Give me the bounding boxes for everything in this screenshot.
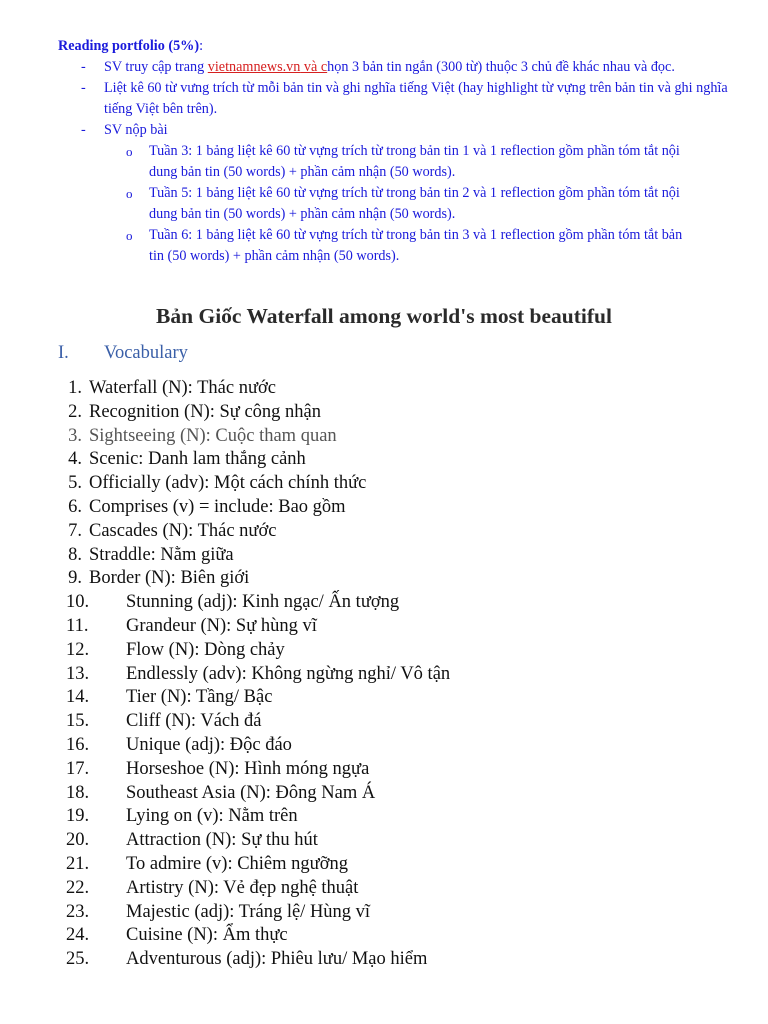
circle-bullet: o bbox=[126, 186, 133, 201]
vocab-entry: Border (N): Biên giới bbox=[89, 568, 250, 589]
vocab-item bbox=[0, 901, 768, 925]
vocab-number: 4. bbox=[68, 449, 82, 470]
vocab-item bbox=[0, 805, 768, 829]
vocab-entry: Cuisine (N): Ẩm thực bbox=[126, 925, 288, 946]
vocab-entry: Waterfall (N): Thác nước bbox=[89, 378, 276, 398]
portfolio-item-text: SV nộp bài bbox=[104, 122, 168, 138]
subitem-line: dung bản tin (50 words) + phần cảm nhận (50 words). bbox=[149, 206, 456, 222]
dash-marker: - bbox=[81, 122, 86, 138]
circle-bullet: o bbox=[126, 228, 133, 243]
vocab-number: 15. bbox=[66, 711, 90, 732]
vocab-entry: Horseshoe (N): Hình móng ngựa bbox=[126, 758, 370, 779]
vocab-item bbox=[0, 734, 768, 758]
vocab-item bbox=[0, 448, 768, 472]
vocab-item bbox=[0, 924, 768, 948]
vocab-entry: Tier (N): Tầng/ Bậc bbox=[126, 687, 273, 708]
vocab-number: 14. bbox=[66, 687, 90, 708]
vocab-number: 7. bbox=[68, 520, 82, 541]
vocab-item bbox=[0, 520, 768, 544]
portfolio-subitem bbox=[58, 141, 748, 183]
vocab-number: 13. bbox=[66, 663, 90, 684]
link-trailing-text: và c bbox=[300, 59, 328, 75]
vocab-item bbox=[0, 782, 768, 806]
vocab-entry: Stunning (adj): Kinh ngạc/ Ấn tượng bbox=[126, 592, 400, 613]
vocab-number: 3. bbox=[68, 425, 82, 446]
vocab-number: 6. bbox=[68, 496, 82, 517]
vocab-entry: Adventurous (adj): Phiêu lưu/ Mạo hiểm bbox=[126, 949, 428, 970]
vocab-item bbox=[0, 377, 768, 401]
subitem-line: Tuần 3: 1 bảng liệt kê 60 từ vựng trích từ trong bản tin 1 và 1 reflection gồm phần tóm tắt nội bbox=[149, 143, 680, 159]
vocab-item bbox=[0, 877, 768, 901]
vocab-entry: Recognition (N): Sự công nhận bbox=[89, 401, 321, 422]
vocab-number: 21. bbox=[66, 853, 90, 874]
vocab-entry: Straddle: Nằm giữa bbox=[89, 544, 234, 565]
section-number: I. bbox=[58, 343, 69, 363]
portfolio-heading: Reading portfolio (5%) bbox=[58, 38, 200, 54]
portfolio-item-text: họn 3 bản tin ngắn (300 từ) thuộc 3 chủ đề khác nhau và đọc. bbox=[327, 59, 675, 75]
vocab-entry: Attraction (N): Sự thu hút bbox=[126, 830, 318, 851]
reading-portfolio-block bbox=[58, 36, 748, 267]
vocab-item bbox=[0, 853, 768, 877]
vocab-item bbox=[0, 425, 768, 449]
vocab-entry: Artistry (N): Vẻ đẹp nghệ thuật bbox=[126, 877, 359, 898]
portfolio-heading-line bbox=[58, 36, 748, 57]
circle-bullet: o bbox=[126, 144, 133, 159]
vocab-number: 17. bbox=[66, 758, 90, 779]
vocab-entry: Southeast Asia (N): Đông Nam Á bbox=[126, 782, 376, 803]
vocab-number: 19. bbox=[66, 806, 90, 827]
dash-marker: - bbox=[81, 80, 86, 96]
vocab-number: 24. bbox=[66, 925, 90, 946]
vocab-item bbox=[0, 758, 768, 782]
vocab-number: 2. bbox=[68, 401, 82, 422]
vocab-number: 11. bbox=[66, 615, 89, 636]
vocab-item bbox=[0, 686, 768, 710]
vocab-number: 18. bbox=[66, 782, 90, 803]
section-heading bbox=[58, 343, 188, 364]
vocab-item bbox=[0, 615, 768, 639]
subitem-line: Tuần 5: 1 bảng liệt kê 60 từ vựng trích từ trong bản tin 2 và 1 reflection gồm phần tóm tắt nội bbox=[149, 185, 680, 201]
subitem-line: tin (50 words) + phần cảm nhận (50 words). bbox=[149, 248, 400, 264]
vocab-number: 25. bbox=[66, 949, 90, 970]
vocab-item bbox=[0, 663, 768, 687]
vocab-item bbox=[0, 639, 768, 663]
vocab-item bbox=[0, 544, 768, 568]
vocab-number: 5. bbox=[68, 473, 82, 494]
subitem-line: dung bản tin (50 words) + phần cảm nhận (50 words). bbox=[149, 164, 456, 180]
vocab-item bbox=[0, 948, 768, 972]
vocab-entry: Lying on (v): Nằm trên bbox=[126, 806, 298, 827]
portfolio-item bbox=[58, 57, 748, 78]
vocab-number: 10. bbox=[66, 592, 90, 613]
vocab-entry: Unique (adj): Độc đáo bbox=[126, 734, 292, 755]
portfolio-heading-colon: : bbox=[199, 38, 204, 54]
dash-marker: - bbox=[81, 59, 86, 75]
vocab-entry: Endlessly (adv): Không ngừng nghỉ/ Vô tận bbox=[126, 663, 451, 684]
vocab-item bbox=[0, 401, 768, 425]
vocab-item bbox=[0, 472, 768, 496]
vocab-number: 20. bbox=[66, 830, 90, 851]
vocab-entry: Cascades (N): Thác nước bbox=[89, 520, 277, 541]
vocab-item bbox=[0, 567, 768, 591]
vocab-number: 22. bbox=[66, 877, 90, 898]
portfolio-subitem bbox=[58, 225, 748, 267]
portfolio-item bbox=[58, 78, 748, 120]
portfolio-item-text: Liệt kê 60 từ vưng trích từ mỗi bản tin và ghi nghĩa tiếng Việt (hay highlight từ vựng trên bản tin và ghi nghĩa tiếng Việt bên trên). bbox=[104, 80, 728, 117]
vocab-entry: Officially (adv): Một cách chính thức bbox=[89, 473, 367, 494]
vocab-entry: To admire (v): Chiêm ngưỡng bbox=[126, 853, 348, 874]
vocab-entry: Flow (N): Dòng chảy bbox=[126, 639, 285, 660]
vocab-item bbox=[0, 710, 768, 734]
vocab-item bbox=[0, 591, 768, 615]
vocab-entry: Sightseeing (N): Cuộc tham quan bbox=[89, 425, 337, 446]
vietnamnews-link[interactable]: vietnamnews.vn bbox=[207, 59, 301, 75]
vocab-entry: Comprises (v) = include: Bao gồm bbox=[89, 496, 346, 517]
vocabulary-list bbox=[0, 377, 768, 972]
vocab-number: 8. bbox=[68, 544, 82, 565]
portfolio-item-text: SV truy cập trang bbox=[104, 59, 208, 75]
vocab-entry: Grandeur (N): Sự hùng vĩ bbox=[126, 615, 317, 636]
vocab-entry: Cliff (N): Vách đá bbox=[126, 711, 262, 732]
vocab-number: 23. bbox=[66, 901, 90, 922]
portfolio-item bbox=[58, 120, 748, 141]
vocab-entry: Majestic (adj): Tráng lệ/ Hùng vĩ bbox=[126, 901, 371, 922]
section-label: Vocabulary bbox=[104, 343, 188, 363]
portfolio-subitem bbox=[58, 183, 748, 225]
subitem-line: Tuần 6: 1 bảng liệt kê 60 từ vựng trích từ trong bản tin 3 và 1 reflection gồm phần tóm tắt bản bbox=[149, 227, 683, 243]
vocab-entry: Scenic: Danh lam thắng cảnh bbox=[89, 449, 306, 470]
vocab-item bbox=[0, 829, 768, 853]
article-title: Bản Giốc Waterfall among world's most beautiful bbox=[156, 304, 612, 328]
vocab-number: 16. bbox=[66, 734, 90, 755]
vocab-item bbox=[0, 496, 768, 520]
vocab-number: 12. bbox=[66, 639, 90, 660]
vocab-number: 9. bbox=[68, 568, 82, 589]
vocab-number: 1. bbox=[68, 378, 82, 398]
